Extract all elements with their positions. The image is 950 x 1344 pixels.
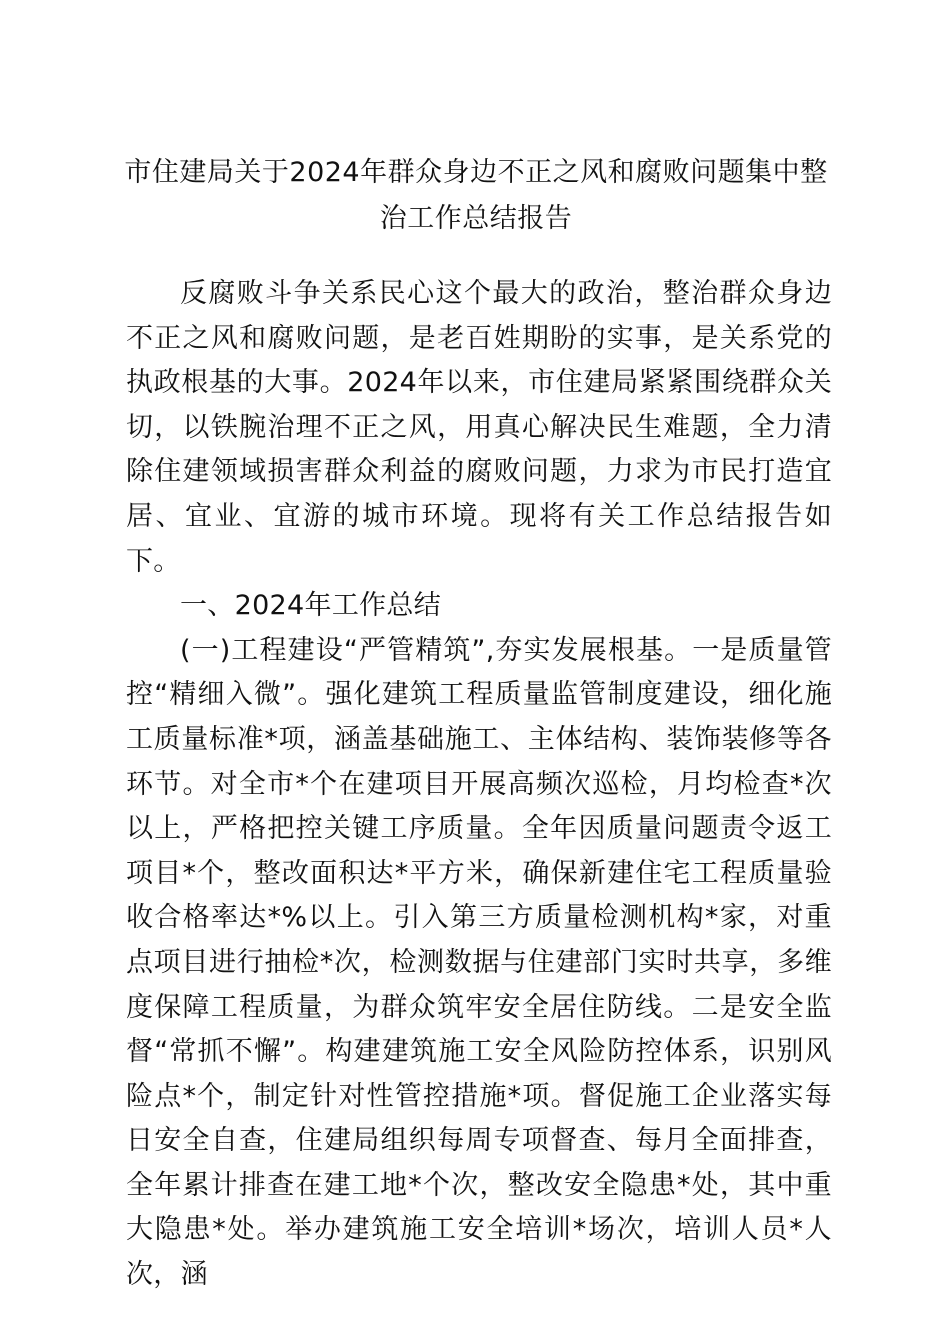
section-heading: 一、2024年工作总结 <box>180 590 442 622</box>
document-body <box>126 272 832 1298</box>
document-title: 市住建局关于2024年群众身边不正之风和腐败问题集中整治工作总结报告 <box>124 157 828 234</box>
section-1-paragraph: (一)工程建设“严管精筑”,夯实发展根基。一是质量管控“精细入微”。强化建筑工程质量监管制度建设，细化施工质量标准*项，涵盖基础施工、主体结构、装饰装修等各环节。对全市*个在建项目开展高频次巡检，月均检查*次以上，严格把控关键工序质量。全年因质量问题责令返工项目*个，整改面积达*平方米，确保新建住宅工程质量验收合格率达*%以上。引入第三方质量检测机构*家，对重点项目进行抽检*次，检测数据与住建部门实时共享，多维度保障工程质量，为群众筑牢安全居住防线。二是安全监督“常抓不懈”。构建建筑施工安全风险防控体系，识别风险点*个，制定针对性管控措施*项。督促施工企业落实每日安全自查，住建局组织每周专项督查、每月全面排查，全年累计排查在建工地*个次，整改安全隐患*处，其中重大隐患*处。举办建筑施工安全培训*场次，培训人员*人次，涵 <box>126 634 832 1291</box>
intro-paragraph: 反腐败斗争关系民心这个最大的政治，整治群众身边不正之风和腐败问题，是老百姓期盼的实事，是关系党的执政根基的大事。2024年以来，市住建局紧紧围绕群众关切，以铁腕治理不正之风，用真心解决民生难题，全力清除住建领域损害群众利益的腐败问题，力求为市民打造宜居、宜业、宜游的城市环境。现将有关工作总结报告如下。 <box>126 278 832 577</box>
